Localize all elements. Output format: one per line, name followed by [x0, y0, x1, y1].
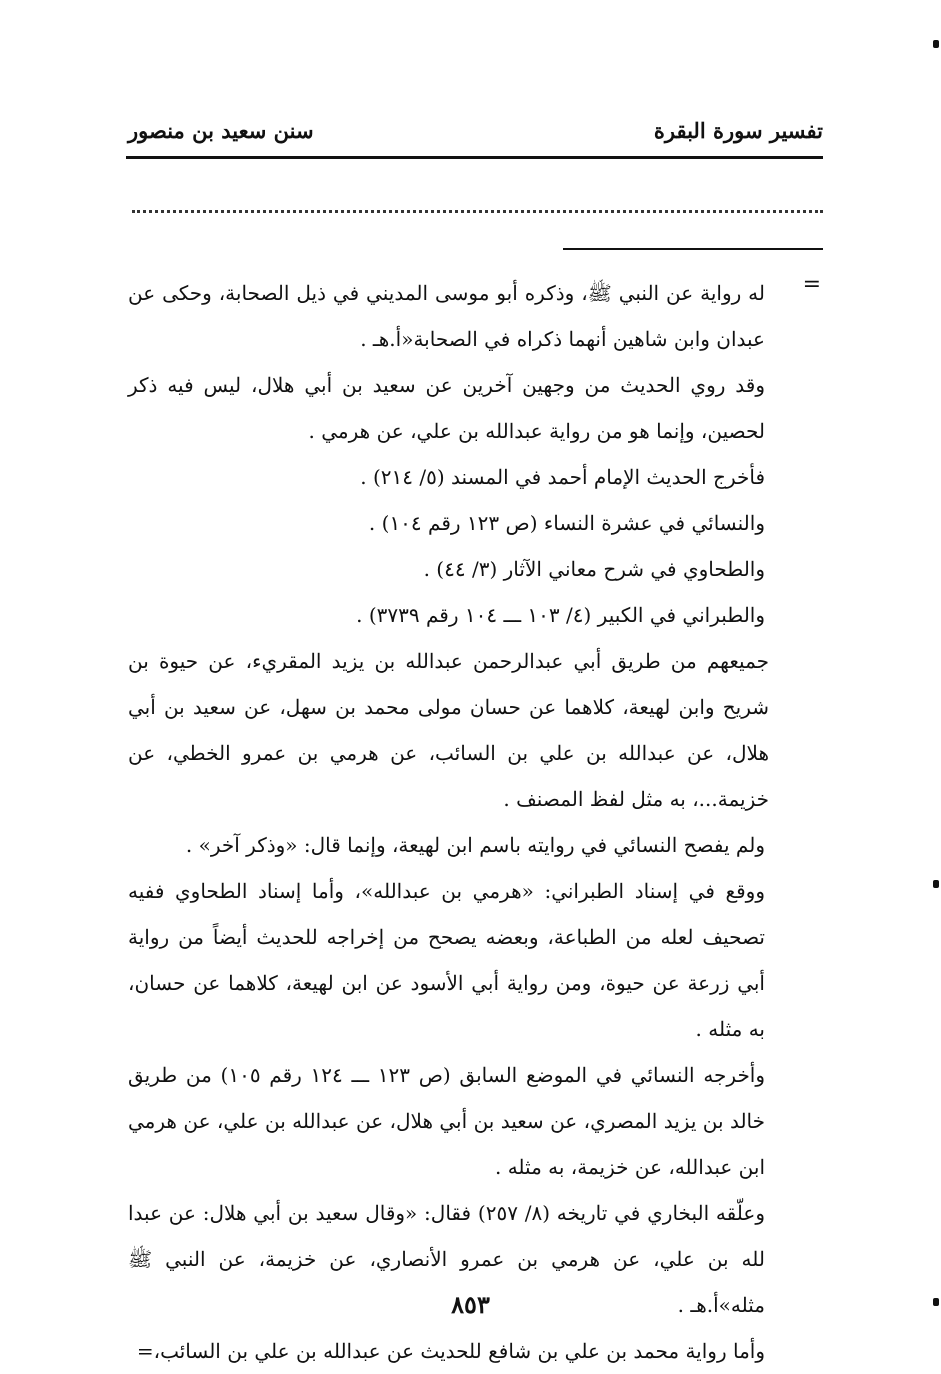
footnote-paragraph: وعلّقه البخاري في تاريخه (٨/ ٢٥٧) فقال: «وقال سعيد بن أبي هلال: عن عبدا لله بن علي، عن هرمي بن عمرو الأنصاري، عن خزيمة، عن النبي ﷺ مثله»أ.هـ .	[128, 1201, 765, 1317]
footnote-paragraph: والطبراني في الكبير (٤/ ١٠٣ ـــ ١٠٤ رقم ٣٧٣٩) .	[356, 603, 765, 627]
footnote-paragraph: فأخرج الحديث الإمام أحمد في المسند (٥/ ٢١٤) .	[360, 465, 765, 489]
page-number: ٨٥٣	[451, 1290, 490, 1319]
footnote-paragraph: والنسائي في عشرة النساء (ص ١٢٣ رقم ١٠٤) .	[368, 511, 765, 535]
book-title: سنن سعيد بن منصور	[128, 117, 314, 143]
footnote-rule	[563, 248, 823, 250]
running-header	[128, 112, 823, 148]
header-rule	[126, 156, 823, 159]
footnote-paragraph: وأما رواية محمد بن علي بن شافع للحديث عن عبدالله بن علي بن السائب،=	[136, 1339, 765, 1363]
dotted-separator	[132, 210, 823, 213]
scan-edge-mark	[933, 880, 939, 888]
footnote-paragraph: ولم يفصح النسائي في روايته باسم ابن لهيعة، وإنما قال: «وذكر آخر» .	[185, 833, 765, 857]
scan-edge-mark	[933, 1298, 939, 1306]
footnote-text	[128, 270, 769, 1374]
scan-edge-mark	[933, 40, 939, 48]
footnote-paragraph: وأخرجه النسائي في الموضع السابق (ص ١٢٣ ـــ ١٢٤ رقم ١٠٥) من طريق خالد بن يزيد المصري، عن سعيد بن أبي هلال، عن عبدالله بن علي، عن هرمي ابن عبدالله، عن خزيمة، به مثله .	[128, 1063, 766, 1179]
footnote-paragraph: والطحاوي في شرح معاني الآثار (٣/ ٤٤) .	[423, 557, 765, 581]
continuation-mark: =	[802, 272, 821, 297]
footnote-paragraph: له رواية عن النبي ﷺ، وذكره أبو موسى المديني في ذيل الصحابة، وحكى عن عبدان وابن شاهين أنهما ذكراه في الصحابة«أ.هـ .	[128, 281, 765, 351]
footnote-paragraph: وقد روي الحديث من وجهين آخرين عن سعيد بن أبي هلال، ليس فيه ذكر لحصين، وإنما هو من رواية عبدالله بن علي، عن هرمي .	[128, 373, 765, 443]
footnote-paragraph: ووقع في إسناد الطبراني: «هرمي بن عبدالله»، وأما إسناد الطحاوي ففيه تصحيف لعله من الطباعة، وبعضه يصحح من إخراجه للحديث أيضاً من رواية أبي زرعة عن حيوة، ومن رواية أبي الأسود عن ابن لهيعة، كلاهما عن حسان، به مثله .	[128, 879, 765, 1041]
chapter-title: تفسير سورة البقرة	[653, 117, 823, 143]
footnote-paragraph: جميعهم من طريق أبي عبدالرحمن عبدالله بن يزيد المقريء، عن حيوة بن شريح وابن لهيعة، كلاهما عن حسان مولى محمد بن سهل، عن سعيد بن أبي هلال، عن عبدالله بن علي بن السائب، عن هرمي بن عمرو الخطي، عن خزيمة...، به مثل لفظ المصنف .	[128, 649, 769, 811]
